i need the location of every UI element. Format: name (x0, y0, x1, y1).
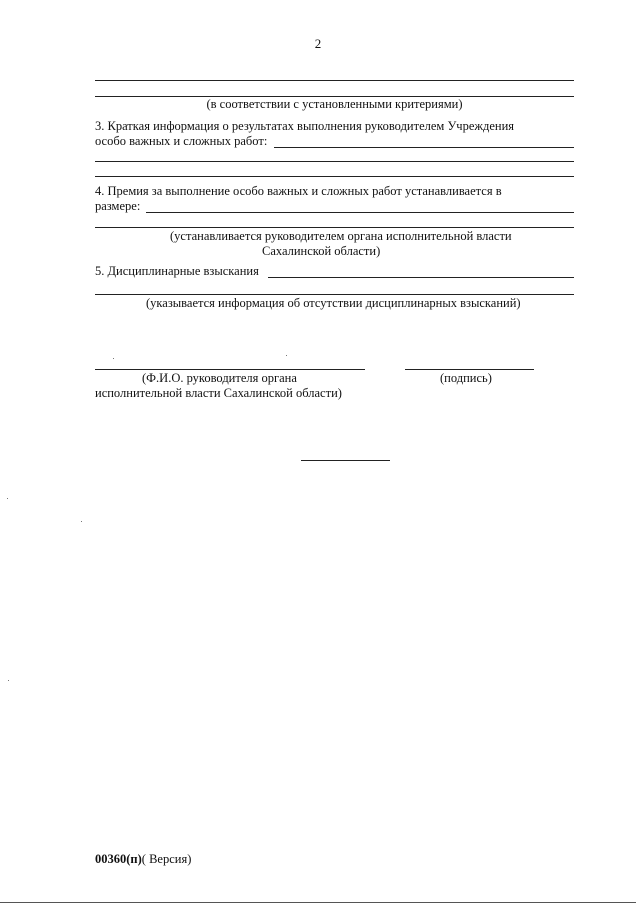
section-3-line-2: особо важных и сложных работ: (95, 134, 268, 148)
blank-line-top-1 (95, 80, 574, 81)
footer-code (95, 852, 191, 867)
page-bottom-edge (0, 902, 636, 903)
section-3-fill-line-2 (95, 161, 574, 162)
criteria-caption: (в соответствии с установленными критериями) (206, 97, 463, 111)
section-4-caption-line-1: (устанавливается руководителем органа исполнительной власти (170, 229, 512, 243)
section-5-fill-line-1 (268, 277, 574, 278)
footer-code-number: 00360(п) (95, 852, 142, 866)
section-5-caption: (указывается информация об отсутствии дисциплинарных взысканий) (146, 296, 521, 310)
section-3-fill-line-3 (95, 176, 574, 177)
scan-speck (113, 358, 114, 359)
section-5-fill-line-2 (95, 294, 574, 295)
section-3-line-1: 3. Краткая информация о результатах выполнения руководителем Учреждения (95, 119, 515, 133)
sign-caption: (подпись) (440, 371, 492, 385)
section-4-fill-line-1 (146, 212, 574, 213)
scan-speck (8, 680, 9, 681)
footer-code-version: ( Версия) (141, 852, 192, 866)
scan-speck (7, 498, 8, 499)
name-signature-line (95, 369, 365, 370)
scan-speck (81, 521, 82, 522)
section-5-label: 5. Дисциплинарные взыскания (95, 264, 259, 278)
scan-speck (286, 355, 287, 356)
section-4-line-1: 4. Премия за выполнение особо важных и сложных работ устанавливается в (95, 184, 502, 198)
section-4-caption-line-2: Сахалинской области) (262, 244, 381, 258)
section-4-line-2: размере: (95, 199, 141, 213)
name-caption-line-1: (Ф.И.О. руководителя органа (142, 371, 297, 385)
closing-line (301, 460, 390, 461)
page-number: 2 (314, 36, 322, 51)
section-4-fill-line-2 (95, 227, 574, 228)
sign-signature-line (405, 369, 534, 370)
section-3-fill-line-1 (274, 147, 574, 148)
name-caption-line-2: исполнительной власти Сахалинской области) (95, 386, 342, 400)
